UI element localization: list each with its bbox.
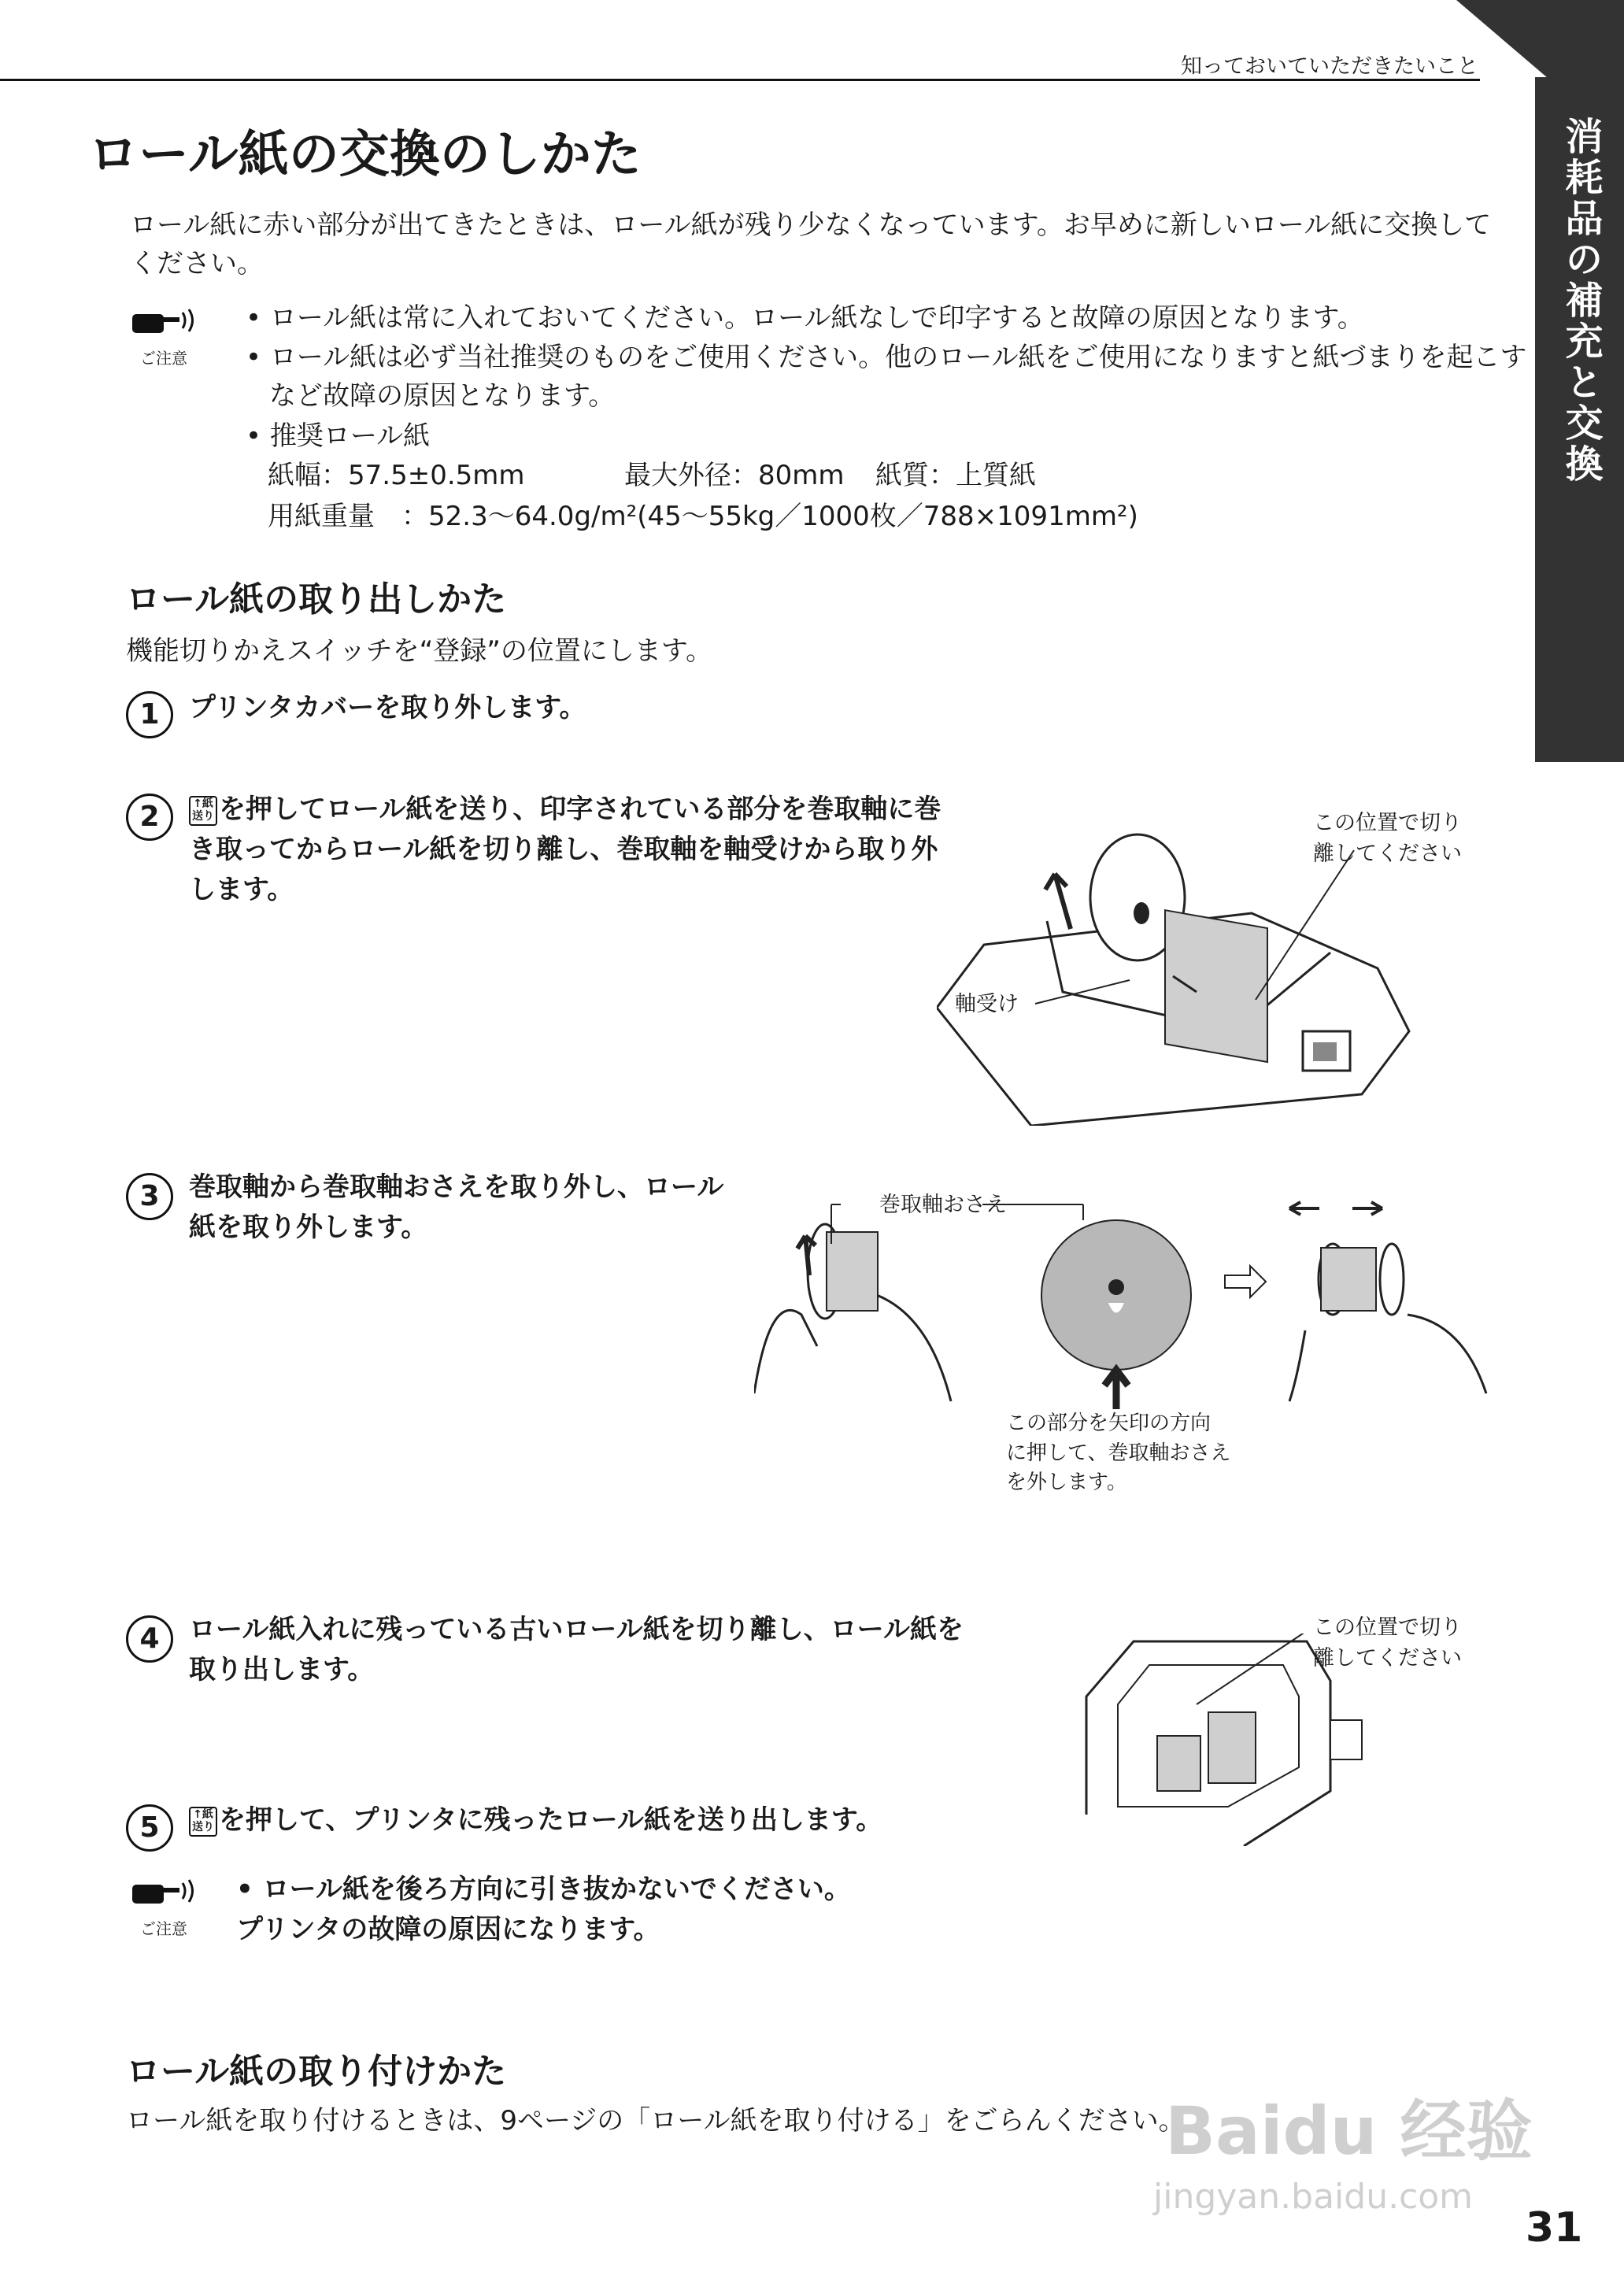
step-1-text: プリンタカバーを取り外します。 xyxy=(189,692,586,723)
removal-intro: 機能切りかえスイッチを“登録”の位置にします。 xyxy=(126,635,713,667)
spec-weight: 用紙重量 ：52.3～64.0g/m²(45～55kg／1000枚／788×1091mm²) xyxy=(268,501,1138,532)
removal-heading: ロール紙の取り出しかた xyxy=(126,579,507,620)
caution-label: ご注意 xyxy=(140,1919,187,1938)
side-tab-top xyxy=(1456,0,1624,79)
caution-block-2 xyxy=(126,1874,205,1944)
step-4-text: ロール紙入れに残っている古いロール紙を切り離し、ロール紙を取り出します。 xyxy=(189,1614,964,1685)
spec-diameter: 最大外径：80mm xyxy=(624,460,845,491)
caution-item-1: • ロール紙は常に入れておいてください。ロール紙なしで印字すると故障の原因となります。 xyxy=(246,302,1364,334)
step-number: 3 xyxy=(126,1173,173,1220)
paper-feed-key: ↑紙送り xyxy=(189,1807,217,1837)
caution-block-1 xyxy=(126,303,205,374)
paper-feed-key: ↑紙送り xyxy=(189,796,217,826)
watermark-brand: Baidu 经验 xyxy=(1165,2092,1533,2170)
figure-label-bearing: 軸受け xyxy=(955,992,1019,1016)
watermark-url: jingyan.baidu.com xyxy=(1153,2177,1474,2217)
install-heading: ロール紙の取り付けかた xyxy=(126,2052,507,2092)
side-tab-label: 消耗品の補充と交換 xyxy=(1559,117,1603,485)
step-number: 5 xyxy=(126,1804,173,1852)
step-number: 4 xyxy=(126,1615,173,1663)
step-number: 2 xyxy=(126,794,173,841)
spec-quality: 紙質：上質紙 xyxy=(875,460,1036,491)
step-number: 1 xyxy=(126,691,173,738)
caution-item-3: • 推奨ロール紙 xyxy=(246,420,431,452)
pointing-hand-icon xyxy=(126,1874,205,1921)
figure-note-push: この部分を矢印の方向 に押して、巻取軸おさえ を外します。 xyxy=(1006,1412,1231,1495)
page-title: ロール紙の交換のしかた xyxy=(88,126,642,184)
step-5-body: を押して、プリンタに残ったロール紙を送り出します。 xyxy=(219,1804,883,1836)
step-2-text xyxy=(189,790,953,910)
caution-item-2: • ロール紙は必ず当社推奨のものをご使用ください。他のロール紙をご使用になりますと紙づまりを起こすなど故障の原因となります。 xyxy=(246,342,1527,413)
caution-label: ご注意 xyxy=(140,349,187,368)
pointing-hand-icon xyxy=(126,303,205,350)
figure-label-holder: 巻取軸おさえ xyxy=(879,1193,1007,1217)
step-3-text: 巻取軸から巻取軸おさえを取り外し、ロール紙を取り外します。 xyxy=(189,1171,724,1243)
spec-width: 紙幅：57.5±0.5mm xyxy=(268,460,525,491)
figure-label-cut: この位置で切り 離してください xyxy=(1313,811,1462,866)
intro-text: ロール紙に赤い部分が出てきたときは、ロール紙が残り少なくなっています。お早めに新しいロール紙に交換してください。 xyxy=(130,209,1492,280)
header-section: 知っておいていただきたいこと xyxy=(1181,54,1478,79)
header-rule xyxy=(0,79,1480,81)
install-text: ロール紙を取り付けるときは、9ページの「ロール紙を取り付ける」をごらんください。 xyxy=(126,2105,1186,2137)
figure-label-cut-2: この位置で切り 離してください xyxy=(1313,1615,1462,1671)
step-5-text xyxy=(189,1800,882,1841)
page-number: 31 xyxy=(1526,2204,1583,2251)
side-tab xyxy=(1535,77,1624,762)
step-2-body: を押してロール紙を送り、印字されている部分を巻取軸に巻き取ってからロール紙を切り離し、巻取軸を軸受けから取り外します。 xyxy=(189,794,941,905)
caution-2-text: • ロール紙を後ろ方向に引き抜かないでください。 プリンタの故障の原因になります。 xyxy=(236,1874,851,1945)
